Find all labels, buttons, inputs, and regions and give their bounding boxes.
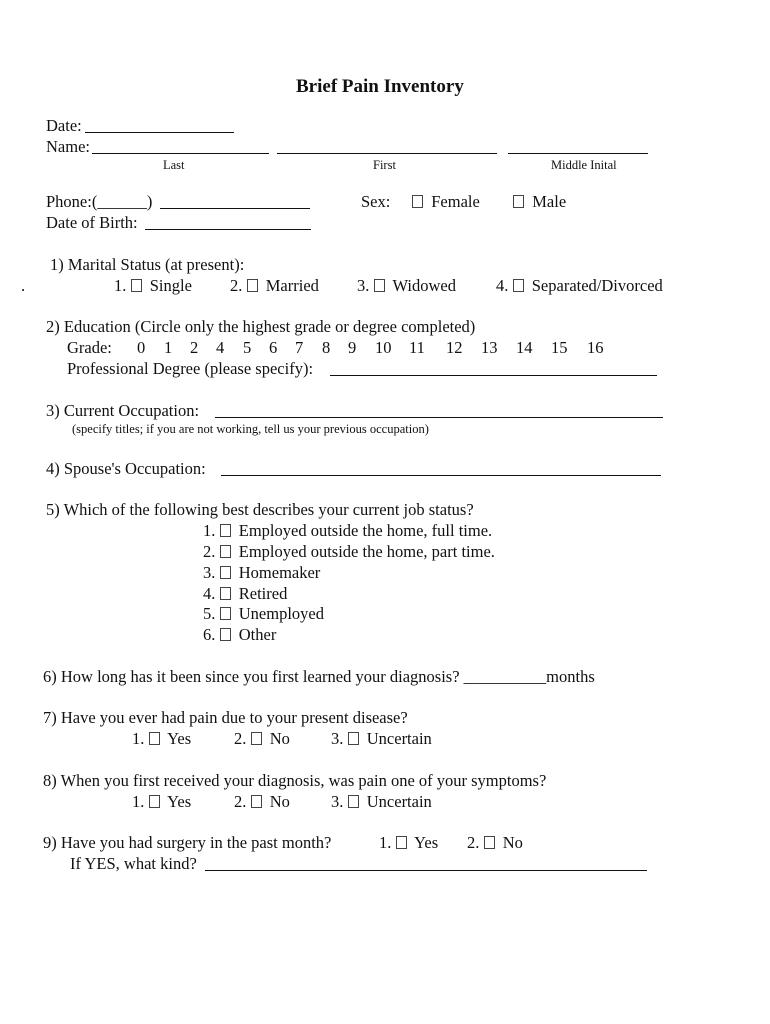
q5-option-4[interactable]: 4. Retired [203,584,288,603]
checkbox-icon[interactable] [220,607,231,620]
checkbox-icon[interactable] [220,628,231,641]
q3-question: 3) Current Occupation: [46,401,200,420]
grade-16[interactable]: 16 [587,338,604,357]
date-label: Date: [46,116,82,135]
q6-question: 6) How long has it been since you first learned your diagnosis? __________months [43,667,595,686]
grade-1[interactable]: 1 [164,338,173,357]
date-field[interactable] [85,132,234,133]
checkbox-icon[interactable] [251,732,262,745]
q8-option-1[interactable]: 1. Yes [132,792,192,811]
middle-initial-field[interactable] [508,153,648,154]
dob-label: Date of Birth: [46,213,138,232]
phone-field[interactable] [160,208,310,209]
checkbox-icon[interactable] [220,524,231,537]
q5-option-3[interactable]: 3. Homemaker [203,563,321,582]
checkbox-icon[interactable] [149,732,160,745]
q7-option-3[interactable]: 3. Uncertain [331,729,432,748]
checkbox-icon[interactable] [484,836,495,849]
q9-question: 9) Have you had surgery in the past month? [43,833,332,852]
q1-option-2[interactable]: 2. Married [230,276,319,295]
page-title: Brief Pain Inventory [296,76,464,97]
grade-2[interactable]: 2 [190,338,199,357]
q7-option-1[interactable]: 1. Yes [132,729,192,748]
checkbox-icon[interactable] [513,195,524,208]
checkbox-icon[interactable] [220,545,231,558]
last-sublabel: Last [163,158,185,172]
q7-option-2[interactable]: 2. No [234,729,290,748]
q1-option-4[interactable]: 4. Separated/Divorced [496,276,663,295]
grade-9[interactable]: 9 [348,338,357,357]
grade-4[interactable]: 4 [216,338,225,357]
first-name-field[interactable] [277,153,497,154]
grade-7[interactable]: 7 [295,338,304,357]
stray-mark: . [21,276,26,295]
q3-note: (specify titles; if you are not working, tell us your previous occupation) [72,422,429,436]
grade-13[interactable]: 13 [481,338,498,357]
q8-option-3[interactable]: 3. Uncertain [331,792,432,811]
q1-question: 1) Marital Status (at present): [50,255,245,274]
checkbox-icon[interactable] [131,279,142,292]
grade-12[interactable]: 12 [446,338,463,357]
checkbox-icon[interactable] [513,279,524,292]
checkbox-icon[interactable] [149,795,160,808]
checkbox-icon[interactable] [396,836,407,849]
q5-question: 5) Which of the following best describes your current job status? [46,500,474,519]
degree-field[interactable] [330,375,657,376]
q4-question: 4) Spouse's Occupation: [46,459,206,478]
spouse-occupation-field[interactable] [221,475,661,476]
degree-label: Professional Degree (please specify): [67,359,314,378]
checkbox-icon[interactable] [251,795,262,808]
q1-option-3[interactable]: 3. Widowed [357,276,456,295]
q9-option-2[interactable]: 2. No [467,833,523,852]
checkbox-icon[interactable] [348,732,359,745]
q8-option-2[interactable]: 2. No [234,792,290,811]
checkbox-icon[interactable] [348,795,359,808]
middle-sublabel: Middle Inital [551,158,617,172]
grade-10[interactable]: 10 [375,338,392,357]
q1-option-1[interactable]: 1. Single [114,276,192,295]
occupation-field[interactable] [215,417,663,418]
grade-15[interactable]: 15 [551,338,568,357]
q9-followup: If YES, what kind? [70,854,197,873]
name-label: Name: [46,137,90,156]
sex-female-option[interactable]: Female [412,194,480,211]
grade-11[interactable]: 11 [409,338,425,357]
checkbox-icon[interactable] [220,587,231,600]
dob-field[interactable] [145,229,311,230]
checkbox-icon[interactable] [374,279,385,292]
sex-label: Sex: [361,192,391,211]
checkbox-icon[interactable] [412,195,423,208]
grade-0[interactable]: 0 [137,338,146,357]
q7-question: 7) Have you ever had pain due to your present disease? [43,708,408,727]
q5-option-2[interactable]: 2. Employed outside the home, part time. [203,542,495,561]
last-name-field[interactable] [92,153,269,154]
grade-8[interactable]: 8 [322,338,331,357]
q2-question: 2) Education (Circle only the highest grade or degree completed) [46,317,476,336]
grade-14[interactable]: 14 [516,338,533,357]
q5-option-1[interactable]: 1. Employed outside the home, full time. [203,521,493,540]
checkbox-icon[interactable] [247,279,258,292]
q5-option-6[interactable]: 6. Other [203,625,277,644]
checkbox-icon[interactable] [220,566,231,579]
q9-option-1[interactable]: 1. Yes [379,833,439,852]
grade-label: Grade: [67,338,112,357]
grade-5[interactable]: 5 [243,338,252,357]
sex-male-option[interactable]: Male [513,194,566,211]
grade-6[interactable]: 6 [269,338,278,357]
surgery-kind-field[interactable] [205,870,647,871]
first-sublabel: First [373,158,396,172]
q8-question: 8) When you first received your diagnosis, was pain one of your symptoms? [43,771,547,790]
q5-option-5[interactable]: 5. Unemployed [203,604,324,623]
phone-label: Phone:(______) [46,192,153,211]
